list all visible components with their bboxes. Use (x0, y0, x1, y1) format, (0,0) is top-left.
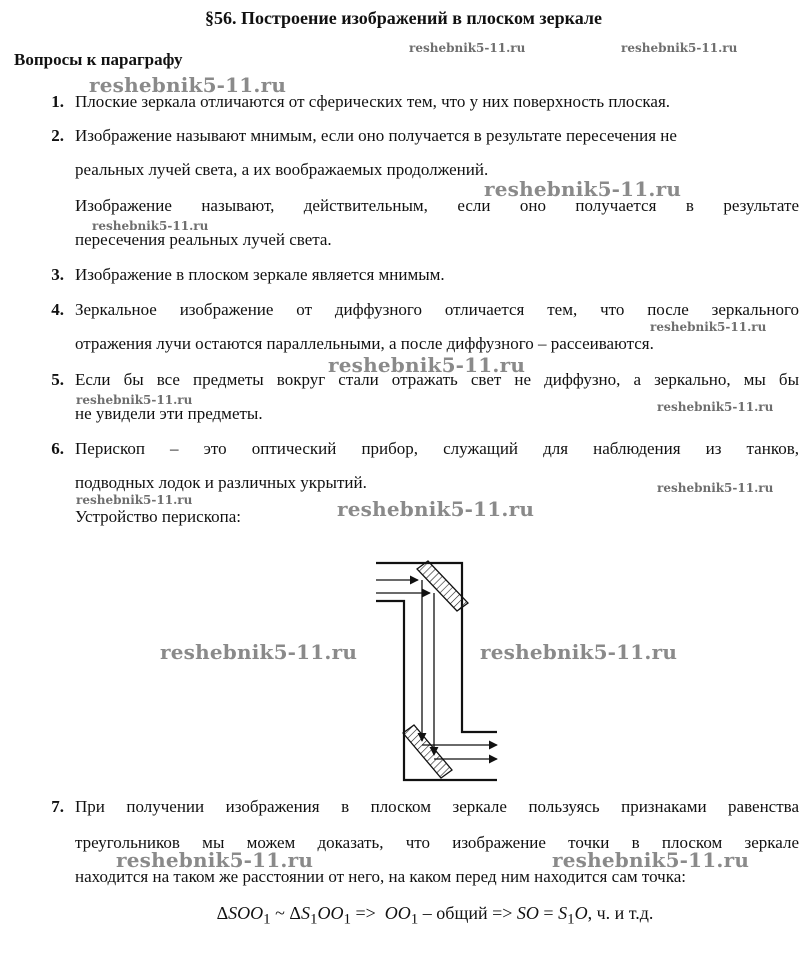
bottom-mirror (403, 725, 452, 778)
watermark: reshebnik5-11.ru (650, 320, 767, 334)
watermark: reshebnik5-11.ru (92, 219, 209, 233)
answer-number-6: 6. (51, 439, 64, 458)
answer-number-5: 5. (51, 370, 64, 389)
top-mirror (417, 561, 468, 611)
watermark: reshebnik5-11.ru (160, 640, 358, 664)
answer-2-line-3: Изображение называют, действительным, если оно получается в результате (75, 196, 799, 215)
answer-2-line-2: реальных лучей света, а их воображаемых продолжений. (75, 160, 489, 179)
watermark: reshebnik5-11.ru (89, 73, 287, 97)
watermark: reshebnik5-11.ru (657, 400, 774, 414)
answer-3-line-1: Изображение в плоском зеркале является мнимым. (75, 265, 445, 284)
answer-4-line-1: Зеркальное изображение от диффузного отличается тем, что после зеркального (75, 300, 799, 319)
answer-6-line-2: подводных лодок и различных укрытий. (75, 473, 367, 492)
answer-number-7: 7. (51, 797, 64, 816)
answer-5-line-1: Если бы все предметы вокруг стали отражать свет не диффузно, а зеркально, мы бы (75, 370, 799, 389)
answer-2-line-1: Изображение называют мнимым, если оно получается в результате пересечения не (75, 126, 677, 145)
answer-number-2: 2. (51, 126, 64, 145)
watermark: reshebnik5-11.ru (116, 848, 314, 872)
answer-6-line-1: Перископ – это оптический прибор, служащий для наблюдения из танков, (75, 439, 799, 458)
watermark: reshebnik5-11.ru (337, 497, 535, 521)
watermark: reshebnik5-11.ru (484, 177, 682, 201)
watermark: reshebnik5-11.ru (409, 41, 526, 55)
watermark: reshebnik5-11.ru (552, 848, 750, 872)
watermark: reshebnik5-11.ru (657, 481, 774, 495)
answer-2-line-4: пересечения реальных лучей света. (75, 230, 332, 249)
answer-7-line-2: треугольников мы можем доказать, что изображение точки в плоском зеркале (75, 833, 799, 852)
watermark: reshebnik5-11.ru (328, 353, 526, 377)
watermark: reshebnik5-11.ru (621, 41, 738, 55)
answer-1-line-1: Плоские зеркала отличаются от сферических тем, что у них поверхность плоская. (75, 92, 671, 111)
page-title: §56. Построение изображений в плоском зеркале (204, 8, 603, 28)
similarity-formula: $\Delta SOO_1$ ~ $\Delta S_1OO_1 => OO_1$ – общий => SO = $S_1O$, ч. и т.д. (216, 903, 654, 928)
watermark: reshebnik5-11.ru (480, 640, 678, 664)
watermark: reshebnik5-11.ru (76, 393, 193, 407)
answer-number-1: 1. (51, 92, 64, 111)
answer-number-3: 3. (51, 265, 64, 284)
answer-5-line-2: не увидели эти предметы. (75, 404, 263, 423)
answer-6-line-3: Устройство перископа: (75, 507, 241, 526)
answer-4-line-2: отражения лучи остаются параллельными, а после диффузного – рассеиваются. (75, 334, 654, 353)
answer-7-line-3: находится на таком же расстоянии от него, на каком перед ним находится сам точка: (75, 867, 686, 886)
answer-number-4: 4. (51, 300, 64, 319)
watermark: reshebnik5-11.ru (76, 493, 193, 507)
section-heading: Вопросы к параграфу (14, 50, 183, 69)
answer-7-line-1: При получении изображения в плоском зеркале пользуясь признаками равенства (75, 797, 799, 816)
